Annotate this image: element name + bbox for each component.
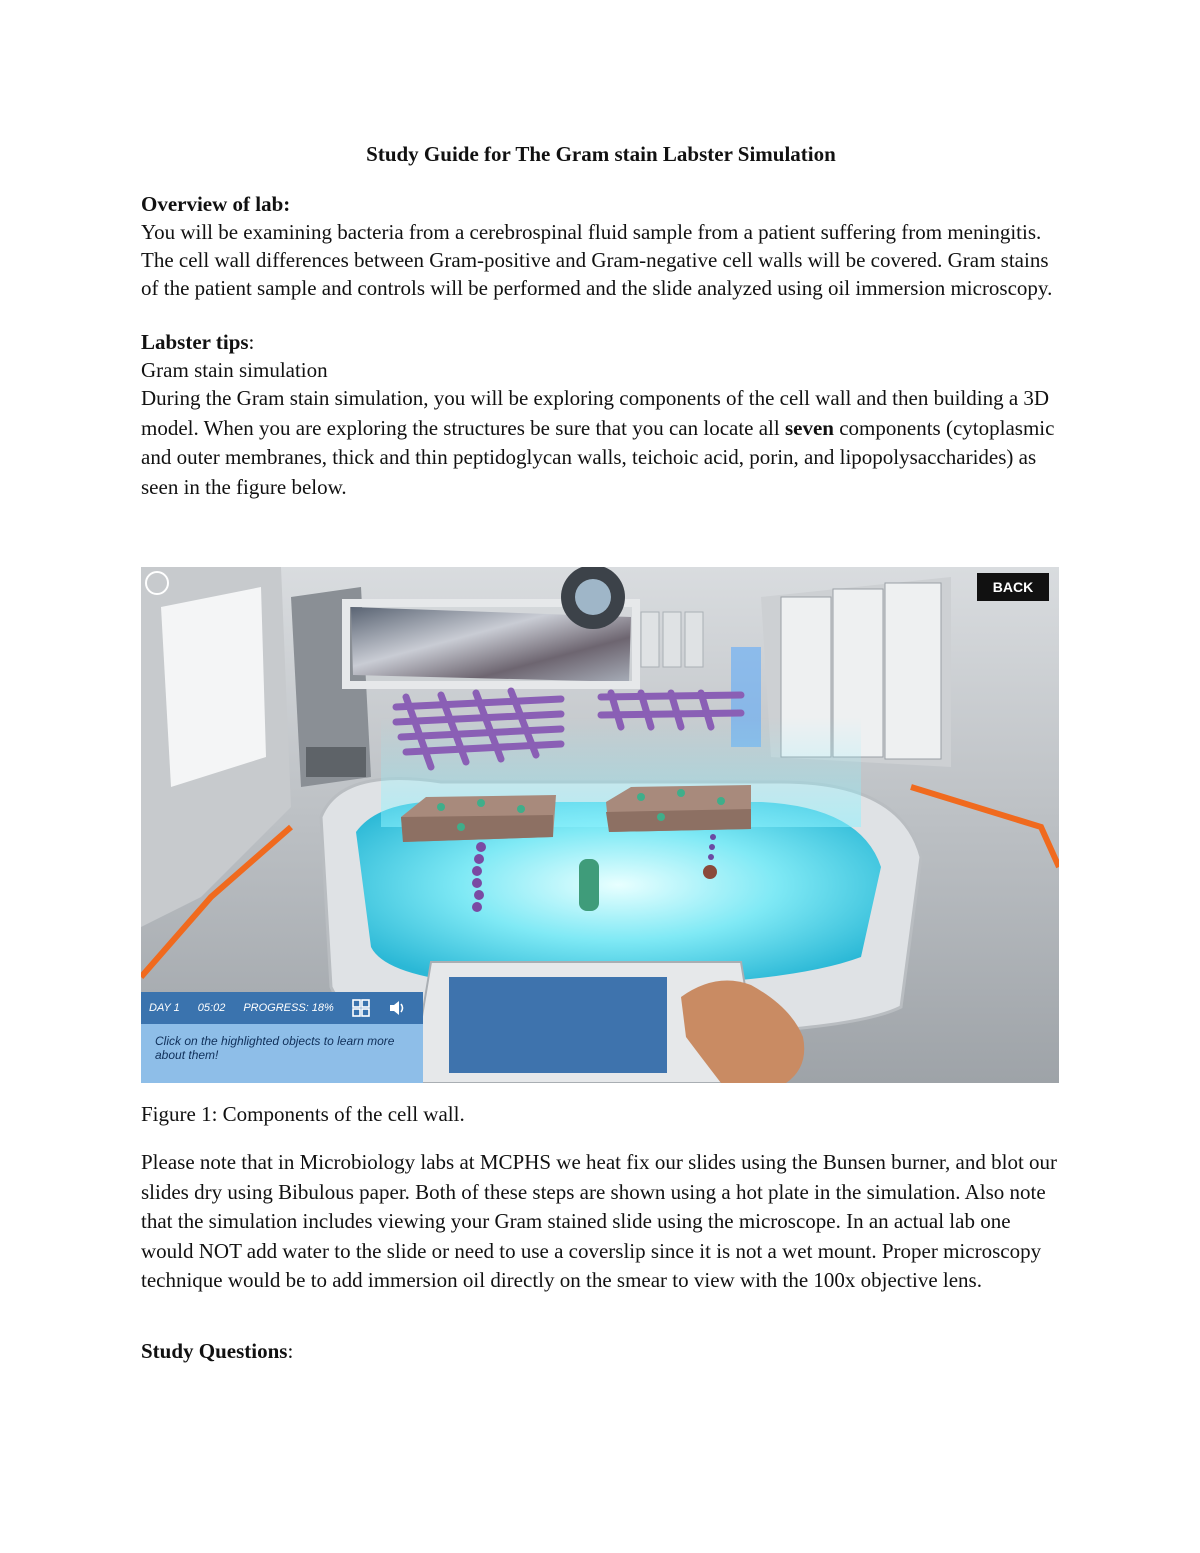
grid-menu-icon[interactable] (352, 999, 370, 1017)
overview-text: You will be examining bacteria from a cerebrospinal fluid sample from a patient suffering from meningitis. The cell wall differences between Gram-positive and Gram-negative cell walls will be covered. Gram stains of the patient sample and controls will be performed and the slide analyzed using oil immersion microscopy. (141, 220, 1053, 300)
study-questions-heading: Study Questions: (141, 1339, 294, 1363)
document-body (141, 140, 1061, 502)
page-title: Study Guide for The Gram stain Labster Simulation (366, 142, 836, 166)
overview-heading: Overview of lab: (141, 192, 291, 216)
hud-panel (141, 992, 423, 1083)
speaker-icon[interactable] (388, 999, 406, 1017)
hud-message: Click on the highlighted objects to learn more about them! (155, 1034, 395, 1062)
hud-progress: PROGRESS: 18% (243, 1002, 334, 1014)
tips-subheading: Gram stain simulation (141, 358, 328, 382)
simulation-screenshot (141, 567, 1059, 1083)
note-paragraph: Please note that in Microbiology labs at MCPHS we heat fix our slides using the Bunsen burner, and blot our slides dry using Bibulous paper. Both of these steps are shown using a hot plate in the simulation. Also note that the simulation includes viewing your Gram stained slide using the microscope. In an actual lab one would NOT add water to the slide or need to use a coverslip since it is not a wet mount. Proper microscopy technique would be to add immersion oil directly on the smear to view with the 100x objective lens. (141, 1150, 1058, 1292)
hud-time: 05:02 (197, 1002, 226, 1014)
back-button[interactable]: BACK (977, 573, 1049, 601)
hud-day: DAY 1 (149, 1002, 180, 1014)
tips-text: During the Gram stain simulation, you will be exploring components of the cell wall and then building a 3D model. When you are exploring the structures be sure that you can locate all seven components (cytoplasmic and outer membranes, thick and thin peptidoglycan walls, teichoic acid, porin, and lipopolysaccharides) as seen in the figure below. (141, 386, 1055, 499)
tips-heading: Labster tips: (141, 330, 255, 354)
hud-status-bar (141, 992, 423, 1024)
figure-caption: Figure 1: Components of the cell wall. (141, 1102, 465, 1126)
